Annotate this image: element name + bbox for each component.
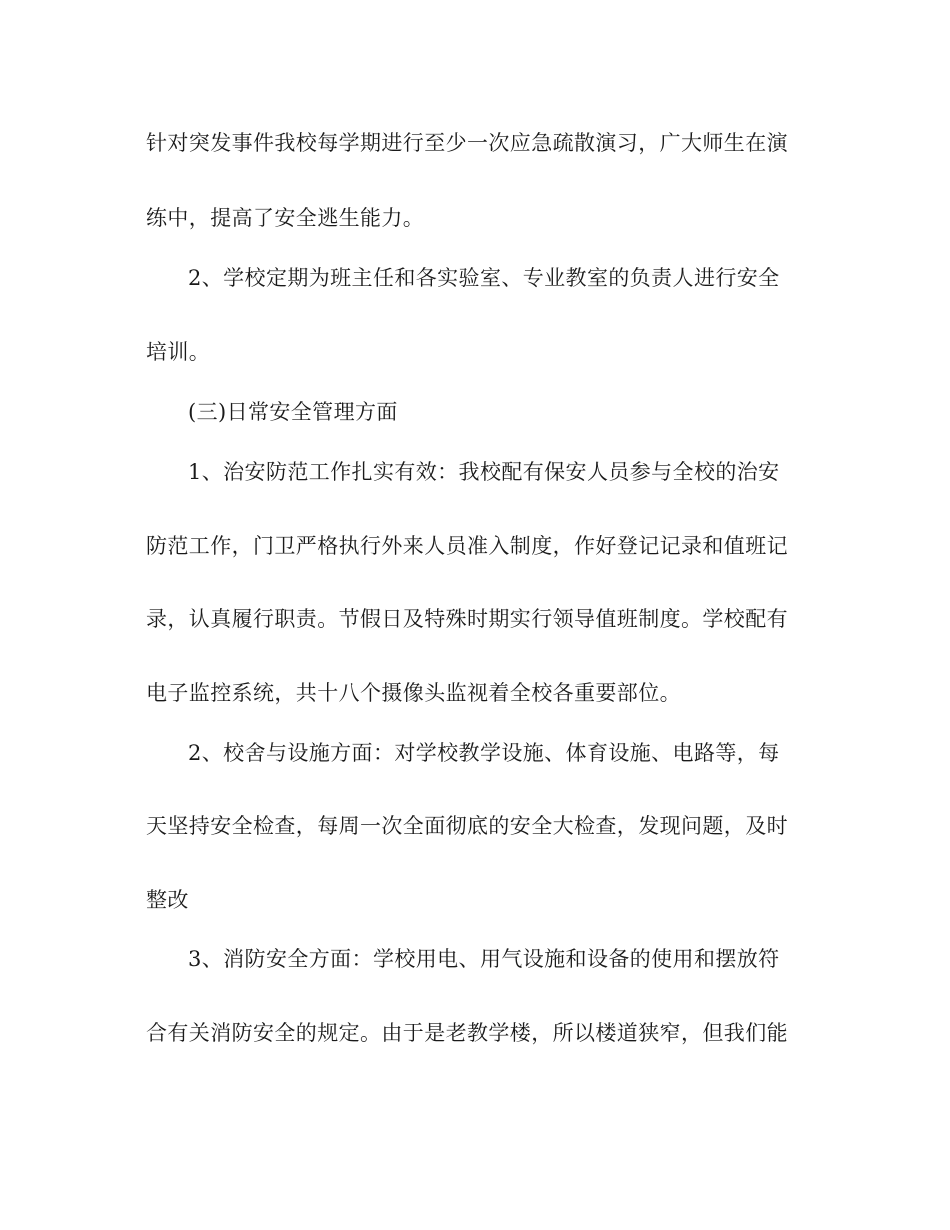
paragraph-line: 合有关消防安全的规定。由于是老教学楼，所以楼道狭窄，但我们能 (146, 1021, 788, 1045)
paragraph-line: 2、校舍与设施方面：对学校教学设施、体育设施、电路等，每 (188, 741, 780, 765)
paragraph-line: 电子监控系统，共十八个摄像头监视着全校各重要部位。 (146, 681, 681, 705)
paragraph-line: 整改 (146, 888, 189, 912)
paragraph-line: 针对突发事件我校每学期进行至少一次应急疏散演习，广大师生在演 (146, 131, 788, 155)
paragraph-line: 练中，提高了安全逃生能力。 (146, 206, 425, 230)
paragraph-line: 1、治安防范工作扎实有效：我校配有保安人员参与全校的治安 (188, 460, 780, 484)
paragraph-line: 天坚持安全检查，每周一次全面彻底的安全大检查，发现问题，及时 (146, 814, 788, 838)
section-heading: (三)日常安全管理方面 (188, 400, 398, 424)
paragraph-line: 录，认真履行职责。节假日及特殊时期实行领导值班制度。学校配有 (146, 607, 788, 631)
paragraph-line: 防范工作，门卫严格执行外来人员准入制度，作好登记记录和值班记 (146, 534, 788, 558)
paragraph-line: 3、消防安全方面：学校用电、用气设施和设备的使用和摆放符 (188, 947, 780, 971)
paragraph-line: 2、学校定期为班主任和各实验室、专业教室的负责人进行安全 (188, 266, 780, 290)
paragraph-line: 培训。 (146, 340, 211, 364)
